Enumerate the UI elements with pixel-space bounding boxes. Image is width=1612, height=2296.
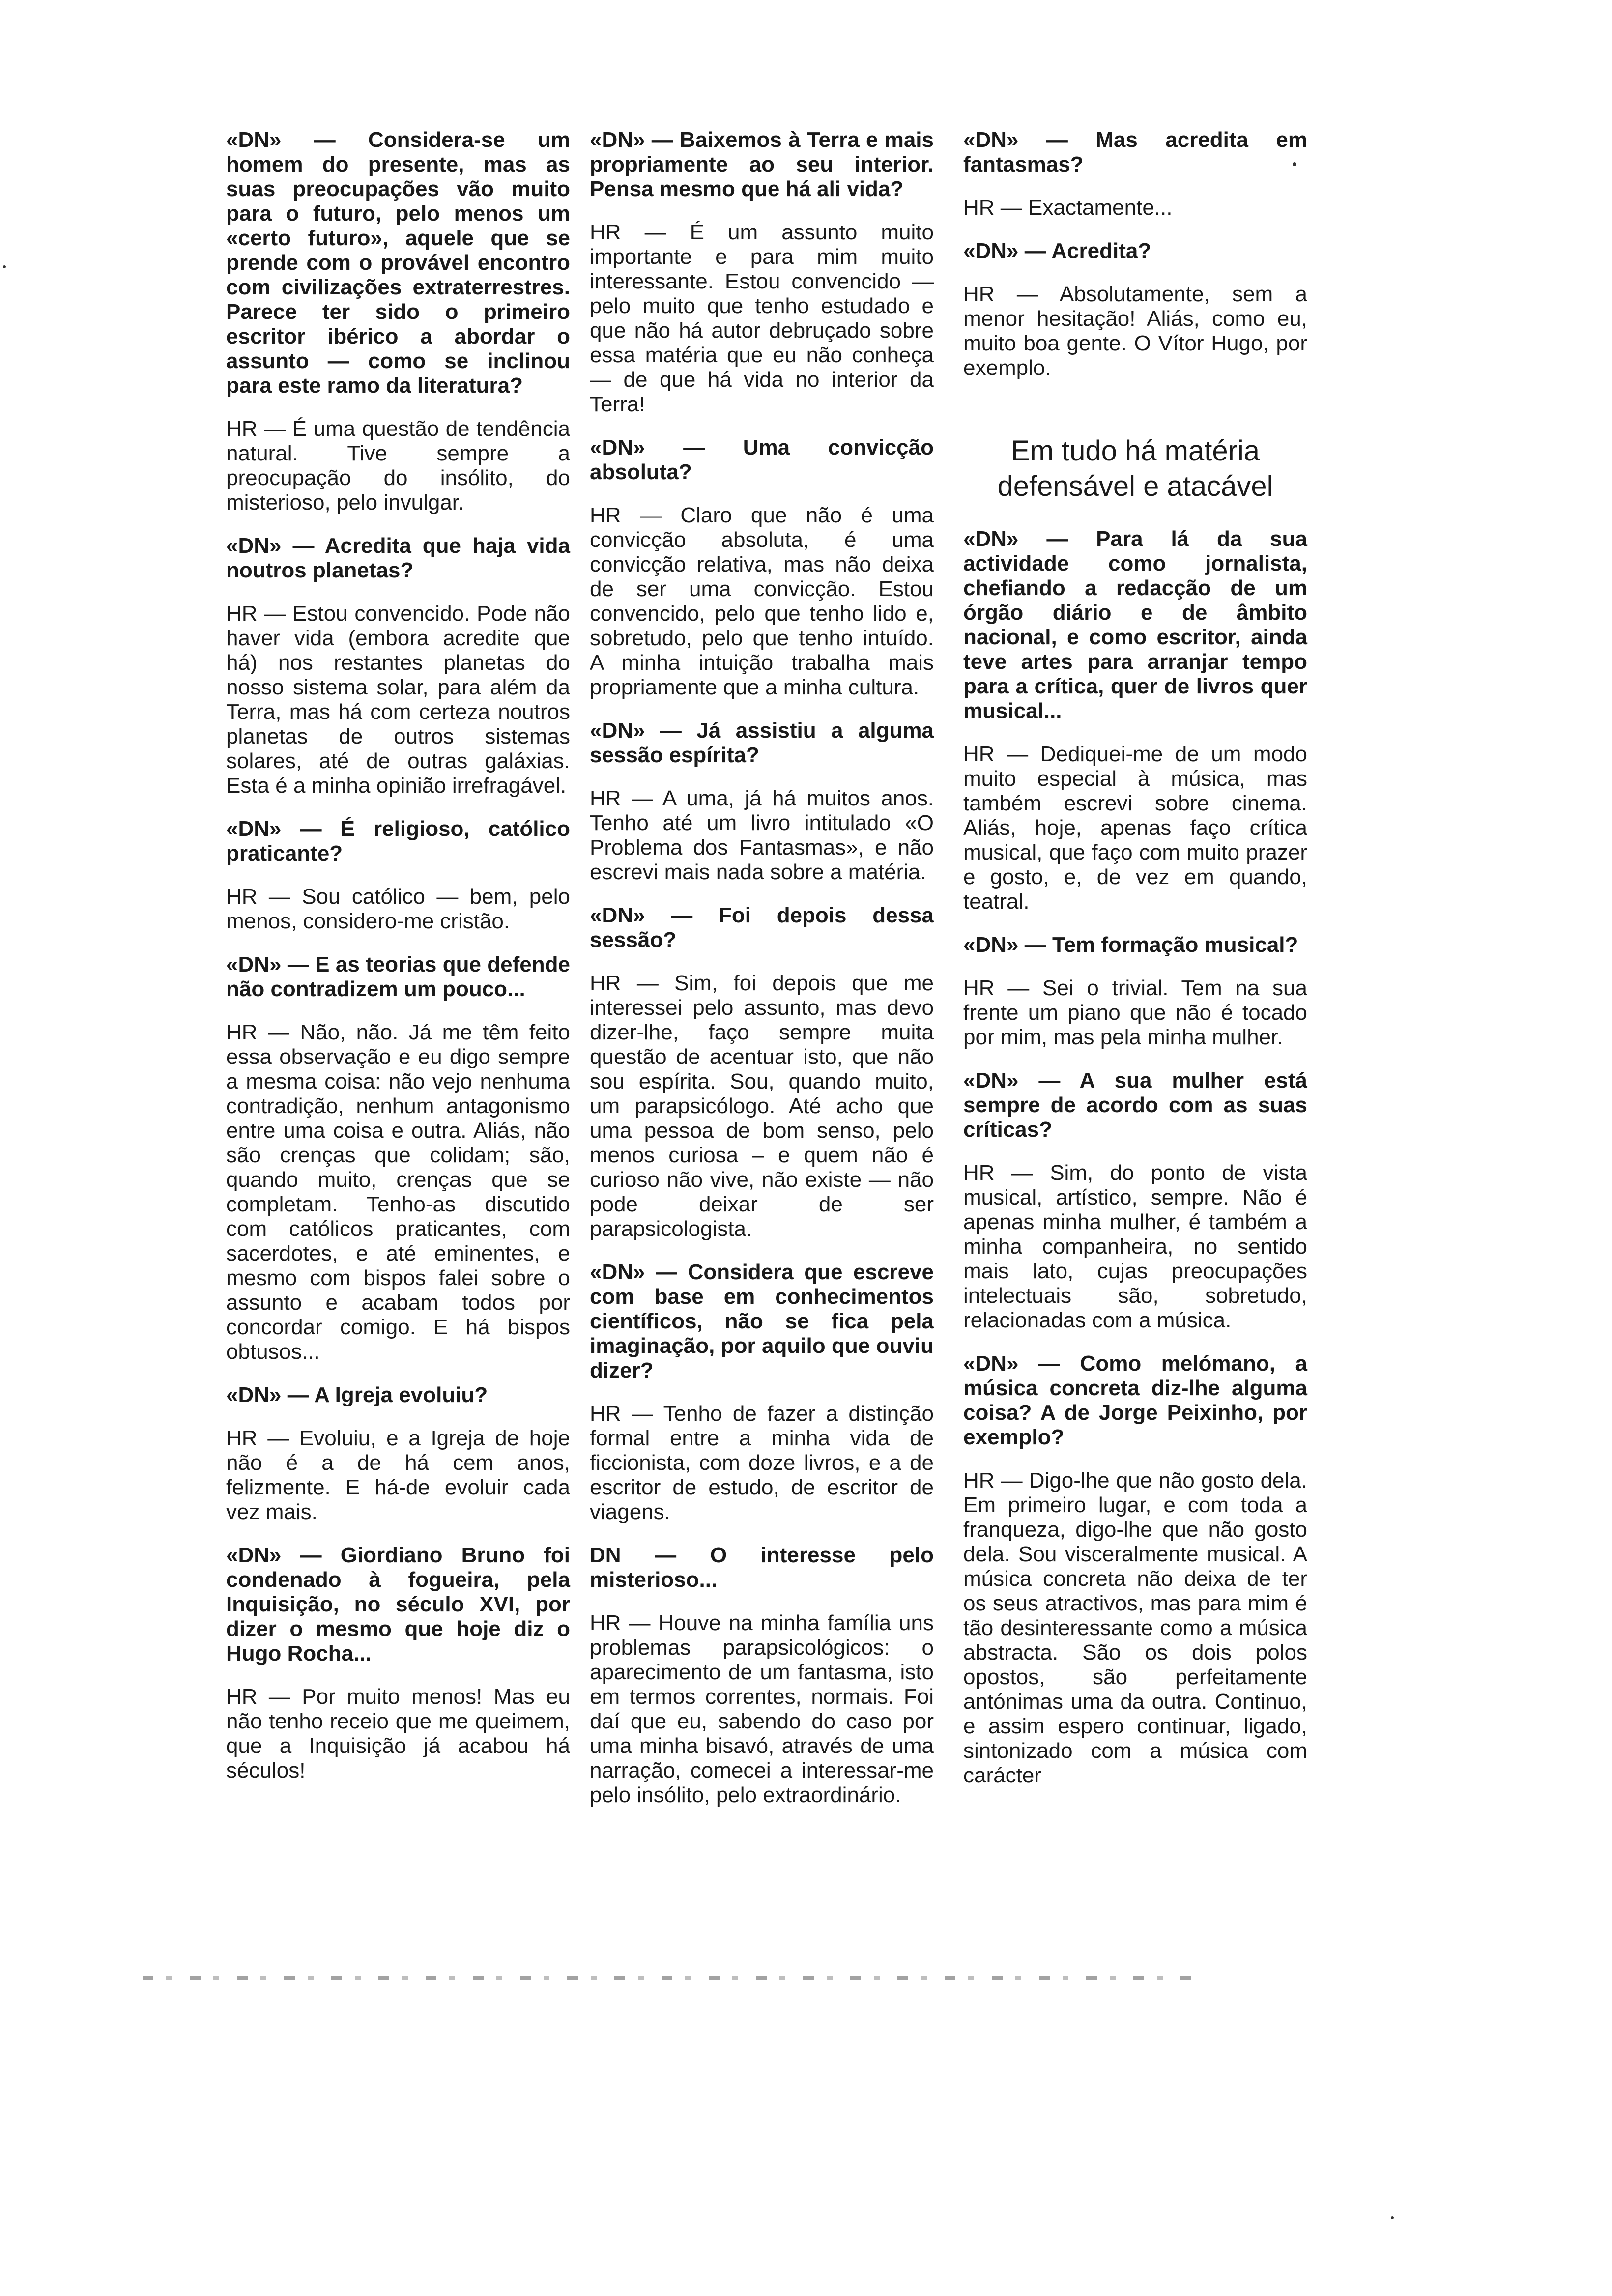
qa-block (226, 417, 570, 515)
answer: HR — A uma, já há muitos anos. Tenho até um livro intitulado «O Problema dos Fantasmas», e não escrevi mais nada sobre a matéria. (590, 786, 934, 884)
question: «DN» — Já assistiu a alguma sessão espírita? (590, 718, 934, 767)
qa-block (590, 903, 934, 952)
qa-block (590, 1260, 934, 1383)
qa-block (226, 534, 570, 583)
answer: HR — Não, não. Já me têm feito essa observação e eu digo sempre a mesma coisa: não vejo nenhuma contradição, nenhum antagonismo entre uma coisa e outra. Aliás, não são crenças que colidam; são, quando muito, crenças que se completam. Tenho-as discutido com católicos praticantes, com sacerdotes, e até eminentes, e mesmo com bispos falei sobre o assunto e acabam todos por concordar comigo. E há bispos obtusos... (226, 1020, 570, 1364)
qa-block (963, 239, 1307, 263)
answer: HR — Por muito menos! Mas eu não tenho receio que me queimem, que a Inquisição já acabou há séculos! (226, 1685, 570, 1782)
qa-block (226, 128, 570, 398)
question: «DN» — Como melómano, a música concreta diz-lhe alguma coisa? A de Jorge Peixinho, por exemplo? (963, 1351, 1307, 1449)
qa-block (963, 282, 1307, 380)
answer: HR — Sim, do ponto de vista musical, artístico, sempre. Não é apenas minha mulher, é também a minha companheira, no sentido mais lato, cujas preocupações intelectuais são, sobretudo, relacionadas com a música. (963, 1161, 1307, 1332)
qa-block (226, 1426, 570, 1524)
question: «DN» — Giordiano Bruno foi condenado à fogueira, pela Inquisição, no século XVI, por dizer o mesmo que hoje diz o Hugo Rocha... (226, 1543, 570, 1665)
qa-block (226, 817, 570, 866)
column-2 (590, 128, 934, 1826)
answer: HR — Sou católico — bem, pelo menos, considero-me cristão. (226, 885, 570, 933)
question: «DN» — E as teorias que defende não contradizem um pouco... (226, 952, 570, 1001)
question: «DN» — Baixemos à Terra e mais propriamente ao seu interior. Pensa mesmo que há ali vida? (590, 128, 934, 201)
question: «DN» — Para lá da sua actividade como jornalista, chefiando a redacção de um órgão diário e de âmbito nacional, e como escritor, ainda teve artes para arranjar tempo para a crítica, quer de livros quer musical... (963, 527, 1307, 723)
column-1 (226, 128, 570, 1802)
answer: HR — Digo-lhe que não gosto dela. Em primeiro lugar, e com toda a franqueza, digo-lhe que não gosto dela. Sou visceralmente musical. A música concreta não deixa de ter os seus atractivos, mas para mim é tão desinteressante como a música abstracta. São os dois polos opostos, são perfeitamente antónimas uma da outra. Continuo, e assim espero continuar, ligado, sintonizado com a música com carácter (963, 1468, 1307, 1787)
question: «DN» — Considera-se um homem do presente, mas as suas preocupações vão muito para o futuro, pelo menos um «certo futuro», aquele que se prende com o provável encontro com civilizações extraterrestres. Parece ter sido o primeiro escritor ibérico a abordar o assunto — como se inclinou para este ramo da literatura? (226, 128, 570, 398)
qa-block (963, 1468, 1307, 1788)
section-heading: Em tudo há matéria defensável e atacável (997, 435, 1273, 502)
answer: HR — Exactamente... (963, 196, 1173, 220)
answer: HR — Houve na minha família uns problemas parapsicológicos: o aparecimento de um fantasma, isto em termos correntes, normais. Foi daí que eu, sabendo do caso por uma minha bisavó, através de uma narração, comecei a interessar-me pelo insólito, pelo extraordinário. (590, 1611, 934, 1807)
scan-speck (1391, 2216, 1394, 2219)
answer: HR — Claro que não é uma convicção absoluta, é uma convicção relativa, mas não deixa de ser uma convicção. Estou convencido, pelo que tenho lido e, sobretudo, pelo que tenho intuído. A minha intuição trabalha mais propriamente que a minha cultura. (590, 503, 934, 699)
question: «DN» — Acredita? (963, 239, 1151, 263)
qa-block (590, 1402, 934, 1524)
qa-block (963, 933, 1307, 957)
qa-block (226, 885, 570, 934)
answer: HR — Dediquei-me de um modo muito especial à música, mas também escrevi sobre cinema. Aliás, hoje, apenas faço crítica musical, que faço com muito prazer e gosto, e, de vez em quando, teatral. (963, 742, 1307, 914)
scan-speck (1293, 162, 1296, 166)
question: «DN» — Mas acredita em fantasmas? (963, 128, 1307, 176)
question: «DN» — É religioso, católico praticante? (226, 817, 570, 865)
question: «DN» — A sua mulher está sempre de acordo com as suas críticas? (963, 1068, 1307, 1142)
qa-block (963, 128, 1307, 177)
qa-block (590, 220, 934, 417)
qa-block (963, 527, 1307, 723)
qa-block (963, 196, 1307, 220)
question: «DN» — Considera que escreve com base em conhecimentos científicos, não se fica pela imaginação, por aquilo que ouviu dizer? (590, 1260, 934, 1382)
column-3 (963, 128, 1307, 1807)
answer: HR — Evoluiu, e a Igreja de hoje não é a de há cem anos, felizmente. E há-de evoluir cada vez mais. (226, 1426, 570, 1524)
qa-block (226, 1685, 570, 1783)
qa-block (590, 971, 934, 1241)
qa-block (963, 976, 1307, 1050)
qa-block (226, 952, 570, 1002)
question: «DN» — Acredita que haja vida noutros planetas? (226, 534, 570, 582)
answer: HR — É uma questão de tendência natural. Tive sempre a preocupação do insólito, do misterioso, pelo invulgar. (226, 417, 570, 515)
qa-block (590, 503, 934, 700)
question: DN — O interesse pelo misterioso... (590, 1543, 934, 1592)
question: «DN» — Tem formação musical? (963, 933, 1298, 957)
answer: HR — Absolutamente, sem a menor hesitação! Aliás, como eu, muito boa gente. O Vítor Hugo, por exemplo. (963, 282, 1307, 380)
qa-block (963, 742, 1307, 914)
qa-block (590, 1611, 934, 1808)
qa-block (590, 435, 934, 485)
scan-smudge (143, 1976, 1199, 1980)
qa-block (226, 1020, 570, 1364)
qa-block (963, 1161, 1307, 1333)
answer: HR — Sim, foi depois que me interessei pelo assunto, mas devo dizer-lhe, faço sempre muita questão de acentuar isto, que não sou espírita. Sou, quando muito, um parapsicólogo. Até acho que uma pessoa de bom senso, pelo menos curiosa – e quem não é curioso não vive, não existe — não pode deixar de ser parapsicologista. (590, 971, 934, 1241)
answer: HR — Sei o trivial. Tem na sua frente um piano que não é tocado por mim, mas pela minha mulher. (963, 976, 1307, 1049)
answer: HR — É um assunto muito importante e para mim muito interessante. Estou convencido — pelo muito que tenho estudado e que não há autor debruçado sobre essa matéria que eu não conheça — de que há vida no interior da Terra! (590, 220, 934, 416)
qa-block (590, 1543, 934, 1592)
qa-block (590, 786, 934, 885)
qa-block (226, 602, 570, 798)
qa-block (590, 128, 934, 201)
qa-block (226, 1543, 570, 1666)
question: «DN» — Uma convicção absoluta? (590, 435, 934, 484)
question: «DN» — Foi depois dessa sessão? (590, 903, 934, 952)
question: «DN» — A Igreja evoluiu? (226, 1383, 488, 1407)
qa-block (963, 1351, 1307, 1450)
qa-block (590, 718, 934, 768)
qa-block (226, 1383, 570, 1407)
answer: HR — Tenho de fazer a distinção formal entre a minha vida de ficcionista, com doze livros, e a de escritor de estudo, de escritor de viagens. (590, 1402, 934, 1524)
qa-block (963, 1068, 1307, 1142)
spacer (963, 399, 1307, 433)
scan-speck (3, 265, 6, 268)
answer: HR — Estou convencido. Pode não haver vida (embora acredite que há) nos restantes planetas do nosso sistema solar, para além da Terra, mas há com certeza noutros planetas de outros sistemas solares, até de outras galáxias. Esta é a minha opinião irrefragável. (226, 602, 570, 798)
